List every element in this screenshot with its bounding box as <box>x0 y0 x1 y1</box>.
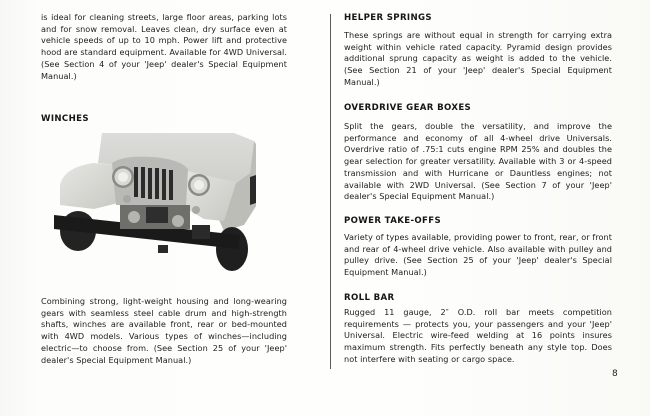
power-take-offs-heading: POWER TAKE-OFFS <box>344 216 441 226</box>
winches-body-block <box>41 296 287 366</box>
roll-bar-heading: ROLL BAR <box>344 293 395 303</box>
intro-paragraph: is ideal for cleaning streets, large floor areas, parking lots and for snow removal. Leaves clean, dry surface even at vehicle speeds of up to 10 mph. Power lift and protective hood are standard equipment. Available for 4WD Universal. (See Section 4 of your 'Jeep' dealer's Special Equipment Manual.) <box>41 12 287 81</box>
power-take-offs-section <box>344 216 612 279</box>
column-divider <box>330 14 331 369</box>
winches-body: Combining strong, light-weight housing and long-wearing gears with seamless steel cable drum and high-strength shafts, winches are available front, rear or bed-mounted with 4WD models. Various types of winches—including electric—to choose from. (See Section 25 of your 'Jeep' dealer's Special Equipment Manual.) <box>41 296 287 365</box>
helper-springs-heading: HELPER SPRINGS <box>344 13 432 23</box>
helper-springs-body: These springs are without equal in strength for carrying extra weight within vehicle rated capacity. Pyramid design provides additional sprung capacity as weight is added to the vehicle. (See Section 21 of your 'Jeep' dealer's Special Equipment Manual.) <box>344 30 612 87</box>
helper-springs-section <box>344 13 612 89</box>
overdrive-gear-boxes-body: Split the gears, double the versatility, and improve the performance and economy of all 4-wheel drive Universals. Overdrive ratio of .75:1 cuts engine RPM 25% and doubles the gear selection for greater versatility. Available with 3 or 4-speed transmission and with Hurricane or Dauntless engines; not available with 2WD Universal. (See Section 7 of your 'Jeep' dealer's Special Equipment Manual.) <box>344 121 612 202</box>
winches-heading: WINCHES <box>41 114 89 124</box>
jeep-winch-photo <box>54 133 256 271</box>
page-number: 8 <box>612 369 618 379</box>
winches-section <box>41 114 89 124</box>
roll-bar-section <box>344 293 612 366</box>
power-take-offs-body: Variety of types available, providing power to front, rear, or front and rear of 4-wheel drive vehicle. Also available with pulley and pulley drive. (See Section 25 of your 'Jeep' dealer's Special Equipment Manual.) <box>344 232 612 278</box>
overdrive-gear-boxes-heading: OVERDRIVE GEAR BOXES <box>344 103 472 113</box>
overdrive-gear-boxes-section <box>344 103 612 203</box>
street-sweeper-continued <box>41 12 287 82</box>
roll-bar-body: Rugged 11 gauge, 2″ O.D. roll bar meets competition requirements — protects you, your passengers and your 'Jeep' Universal. Electric wire-feed welding at 16 points insures maximum strength. Fits perfectly beneath any style top. Does not interfere with seating or cargo space. <box>344 307 612 364</box>
